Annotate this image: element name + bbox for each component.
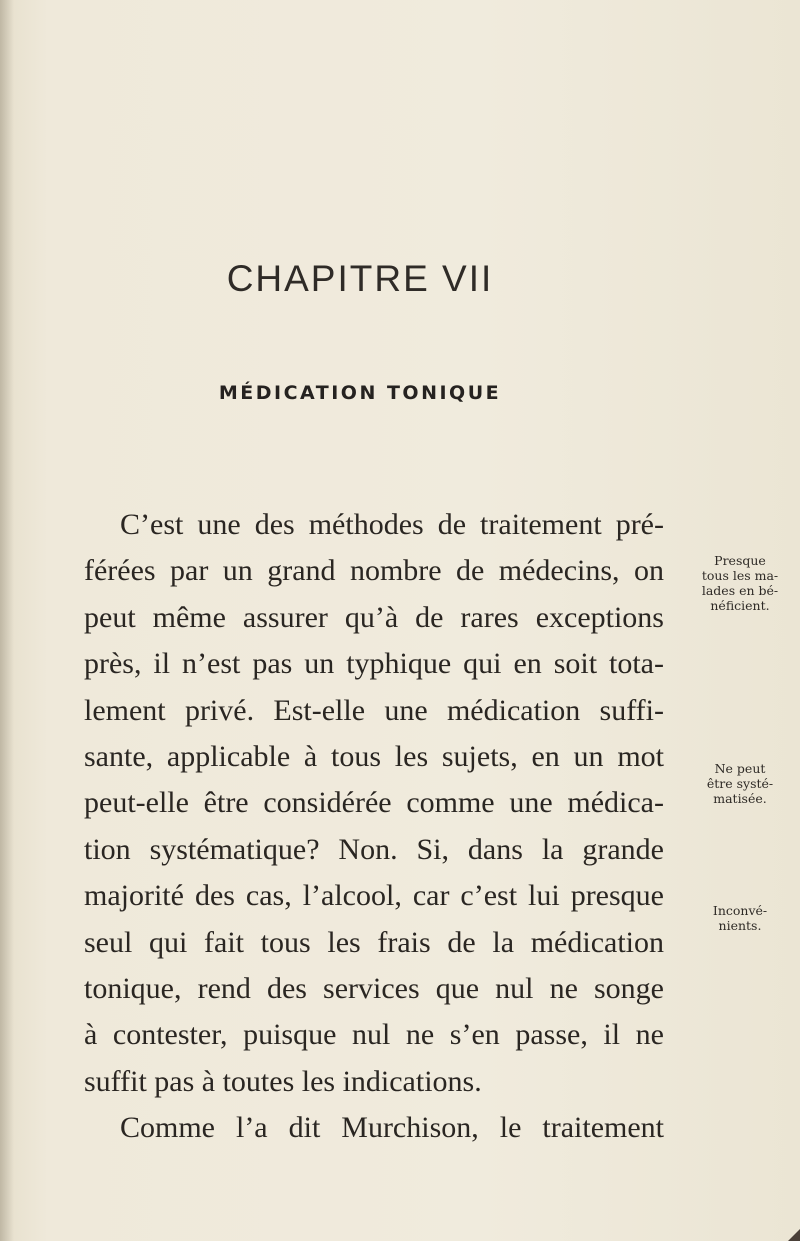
margin-note-line: néficient. — [710, 598, 770, 613]
chapter-title: CHAPITRE VII — [226, 258, 494, 299]
margin-note — [690, 761, 790, 806]
body-line: à contester, puisque nul ne s’en passe, il ne — [84, 1018, 664, 1052]
margin-note-line: matisée. — [713, 791, 767, 806]
margin-note-line: lades en bé- — [701, 583, 779, 598]
margin-note-line: Ne peut — [714, 761, 766, 776]
body-line: peut-elle être considérée comme une médica- — [84, 786, 664, 820]
margin-note-line: Presque — [714, 553, 766, 568]
body-line: sante, applicable à tous les sujets, en un mot — [84, 740, 664, 774]
margin-note — [690, 903, 790, 933]
body-line: Comme l’a dit Murchison, le traitement — [120, 1111, 664, 1145]
section-title: MÉDICATION TONIQUE — [218, 382, 502, 404]
margin-note-line: Inconvé- — [712, 903, 768, 918]
margin-note-line: nients. — [718, 918, 762, 933]
body-line: lement privé. Est-elle une médication suffi- — [84, 693, 664, 727]
margin-note — [690, 553, 790, 613]
margin-note-line: tous les ma- — [701, 568, 779, 583]
body-line: tion systématique? Non. Si, dans la grande — [84, 832, 664, 866]
body-line: peut même assurer qu’à de rares exceptions — [84, 600, 664, 634]
body-paragraph — [84, 502, 664, 1152]
body-line: seul qui fait tous les frais de la médication — [84, 925, 664, 959]
body-line: majorité des cas, l’alcool, car c’est lui presque — [84, 879, 664, 913]
margin-note-line: être systé- — [706, 776, 774, 791]
body-line: près, il n’est pas un typhique qui en soit tota- — [84, 647, 664, 681]
body-line: tonique, rend des services que nul ne songe — [84, 972, 664, 1006]
body-line: férées par un grand nombre de médecins, on — [84, 554, 664, 588]
page-corner-mark — [788, 1229, 800, 1241]
spine-shadow — [0, 0, 14, 1241]
body-line: suffit pas à toutes les indications. — [84, 1064, 482, 1098]
body-line: C’est une des méthodes de traitement pré- — [120, 508, 664, 541]
